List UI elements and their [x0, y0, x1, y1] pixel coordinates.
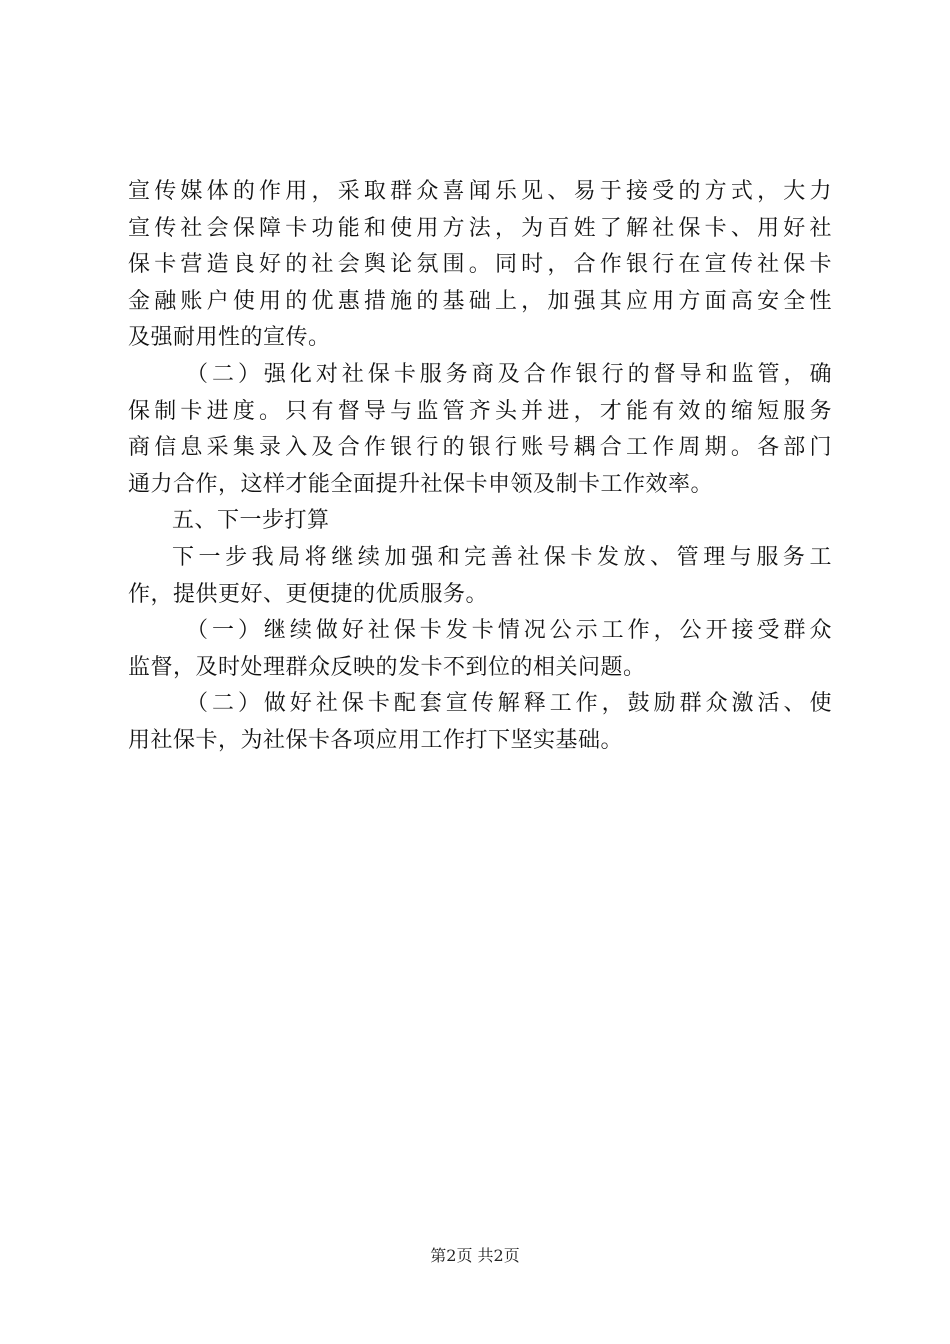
text-line: （一）继续做好社保卡发卡情况公示工作，公开接受群众: [186, 618, 832, 644]
document-body: [128, 174, 832, 760]
text-line: 通力合作，这样才能全面提升社保卡申领及制卡工作效率。: [128, 471, 714, 497]
text-line: 作，提供更好、更便捷的优质服务。: [128, 581, 489, 607]
text-line: 及强耐用性的宣传。: [128, 325, 331, 351]
text-line: 下一步我局将继续加强和完善社保卡发放、管理与服务工: [172, 544, 832, 570]
text-line: 监督，及时处理群众反映的发卡不到位的相关问题。: [128, 654, 646, 680]
text-line: 保制卡进度。只有督导与监管齐头并进，才能有效的缩短服务: [128, 398, 832, 424]
text-line: （二）做好社保卡配套宣传解释工作，鼓励群众激活、使: [186, 691, 832, 717]
text-line: 五、下一步打算: [172, 508, 330, 534]
page-footer: 第2页 共2页: [430, 1246, 520, 1265]
text-line: （二）强化对社保卡服务商及合作银行的督导和监管，确: [186, 361, 832, 387]
text-line: 用社保卡，为社保卡各项应用工作打下坚实基础。: [128, 727, 624, 753]
text-line: 保卡营造良好的社会舆论氛围。同时，合作银行在宣传社保卡: [128, 252, 832, 278]
text-line: 宣传社会保障卡功能和使用方法，为百姓了解社保卡、用好社: [128, 215, 832, 241]
text-line: 金融账户使用的优惠措施的基础上，加强其应用方面高安全性: [128, 288, 832, 314]
text-line: 商信息采集录入及合作银行的银行账号耦合工作周期。各部门: [128, 435, 832, 461]
text-line: 宣传媒体的作用，采取群众喜闻乐见、易于接受的方式，大力: [128, 179, 832, 204]
